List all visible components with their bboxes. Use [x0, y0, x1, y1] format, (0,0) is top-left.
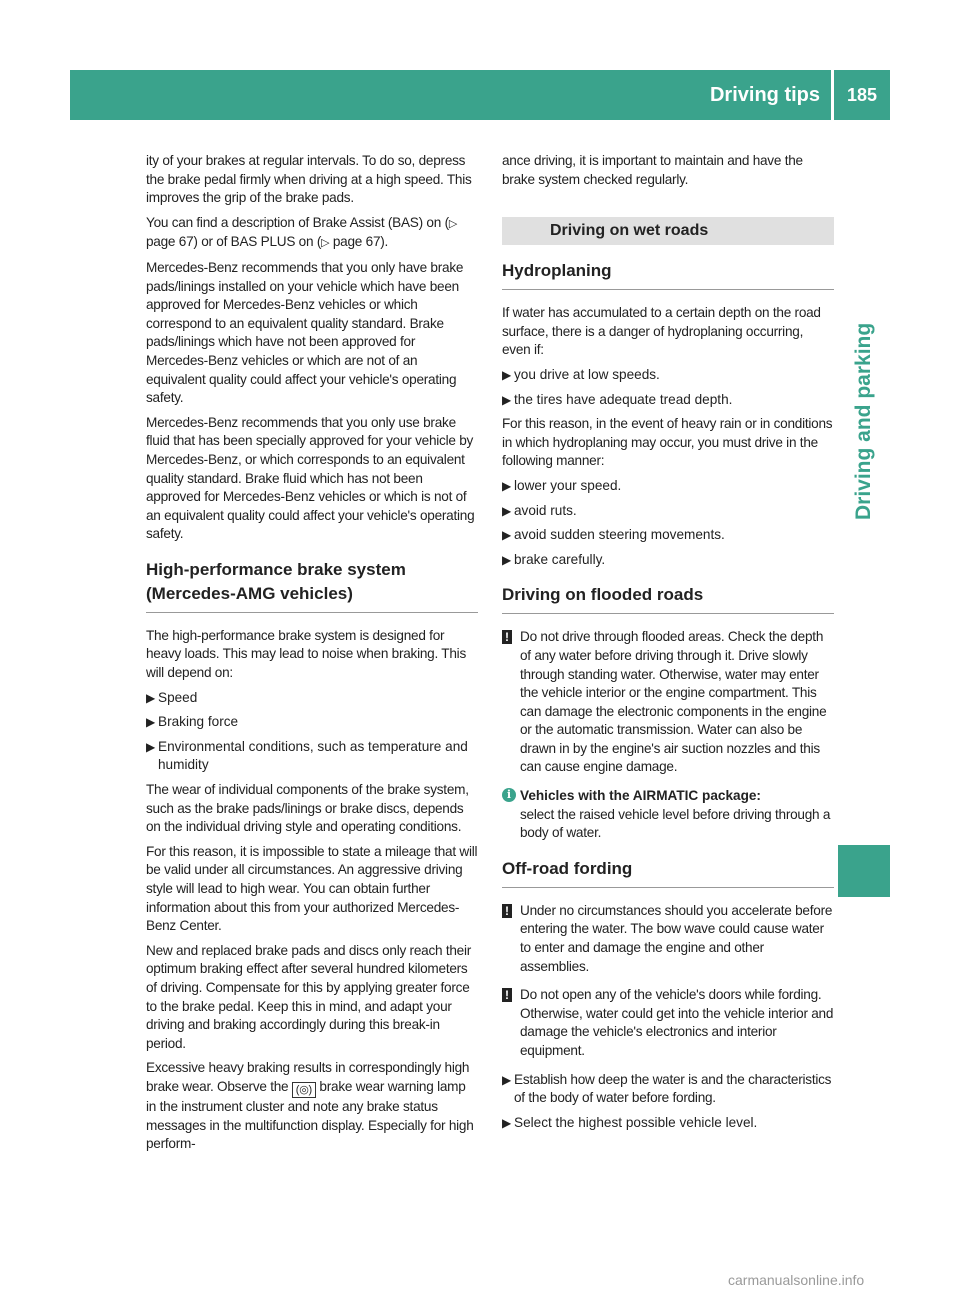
heading-rule [502, 887, 834, 888]
bullet-icon: ▶ [502, 367, 512, 382]
bullet-icon: ▶ [502, 392, 512, 407]
list-item [502, 477, 834, 496]
list-item [146, 738, 478, 775]
warning-text: Under no circumstances should you accelerate before entering the water. The bow wave could cause water to enter and damage the engine and other assemblies. [520, 902, 833, 974]
text: ) or of BAS PLUS on ( [193, 234, 322, 250]
section-heading: High-performance brake system (Mercedes-AMG vehicles) [146, 559, 406, 603]
warning-text: Do not open any of the vehicle's doors while fording. Otherwise, water could get into the vehicle interior and damage the vehicle's electronics and interior equipment. [520, 987, 834, 1058]
paragraph: Mercedes-Benz recommends that you only use brake fluid that has been specially approved for your vehicle by Mercedes-Benz, or which corresponds to an equivalent quality standard. Brake fluid which has not been approved for Mercedes-Benz vehicles or which is not of an equivalent quality could affect your vehicle's operating safety. [146, 414, 475, 542]
left-column [146, 152, 478, 1160]
page-number: 185 [846, 85, 878, 105]
list-item [146, 713, 478, 732]
paragraph: ity of your brakes at regular intervals. To do so, depress the brake pedal firmly when driving at a high speed. This improves the grip of the brake pads. [146, 153, 472, 206]
bullet-icon: ▶ [502, 478, 512, 493]
list-item-text: Environmental conditions, such as temperature and humidity [158, 738, 468, 773]
heading-rule [502, 289, 834, 290]
section-heading: Off-road fording [502, 858, 633, 878]
list-item-text: Select the highest possible vehicle level. [514, 1114, 758, 1130]
list-item [502, 1114, 834, 1133]
list-item-text: brake carefully. [514, 551, 606, 567]
list-item [502, 391, 834, 410]
warning-text: Do not drive through flooded areas. Check the depth of any water before driving through it. Drive slowly through standing water. Otherwise, water may enter the vehicle interior or the engine compartment. This can damage the electronic components in the engine or the automatic transmission. Water can also be drawn in by the engine's air suction nozzles and this can cause engine damage. [520, 629, 827, 775]
text: Excessive heavy braking results in correspondingly high brake wear. Observe the [146, 1060, 470, 1094]
page-header [70, 70, 890, 120]
list-item [146, 689, 478, 708]
paragraph: If water has accumulated to a certain depth on the road surface, there is a danger of hydroplaning occurring, even if: [502, 305, 821, 358]
list-item [502, 1071, 834, 1108]
list-item-text: Establish how deep the water is and the characteristics of the body of water before fording. [514, 1071, 832, 1106]
paragraph: The high-performance brake system is designed for heavy loads. This may lead to noise when braking. This will depend on: [146, 627, 466, 681]
right-column [502, 152, 834, 1138]
list-item-text: avoid sudden steering movements. [514, 527, 725, 543]
bullet-icon: ▶ [146, 739, 156, 754]
list-item [502, 551, 834, 570]
warning-note [502, 628, 834, 777]
bullet-icon: ▶ [502, 503, 512, 518]
bullet-icon: ▶ [502, 1072, 512, 1087]
warning-icon: ! [502, 630, 512, 644]
paragraph: For this reason, in the event of heavy rain or in conditions in which hydroplaning may occur, you must drive in the following manner: [502, 416, 833, 469]
info-note [502, 787, 834, 843]
heading-rule [502, 613, 834, 614]
text: You can find a description of Brake Assist (BAS) on ( [146, 214, 449, 230]
bullet-icon: ▶ [502, 1115, 512, 1130]
bullet-icon: ▶ [146, 715, 156, 730]
info-icon: i [502, 788, 516, 802]
warning-note [502, 902, 834, 976]
list-item [502, 526, 834, 545]
text: ). [380, 234, 389, 250]
bullet-icon: ▶ [502, 528, 512, 543]
arrow-icon: ▷ [321, 237, 330, 250]
page-reference-link[interactable]: page 67 [146, 234, 194, 250]
list-item-text: lower your speed. [514, 477, 622, 493]
warning-note [502, 986, 834, 1060]
list-item [502, 366, 834, 385]
brake-warning-lamp-icon: (◎) [292, 1082, 316, 1098]
header-title: Driving tips [709, 84, 820, 106]
page-reference-link[interactable]: page 67 [332, 234, 381, 250]
list-item-text: Braking force [158, 714, 239, 730]
watermark: carmanualsonline.info [728, 1272, 865, 1288]
info-title: Vehicles with the AIRMATIC package: [520, 788, 761, 804]
paragraph: Mercedes-Benz recommends that you only have brake pads/linings installed on your vehicle which have been approved for Mercedes-Benz vehicles or which correspond to an equivalent quality standard. Brake pads/linings which have not been approved for Mercedes-Benz vehicles or which are not of an equivalent quality could affect your vehicle's operating safety. [146, 259, 464, 406]
paragraph: ance driving, it is important to maintain and have the brake system checked regularly. [502, 153, 803, 187]
paragraph: For this reason, it is impossible to state a mileage that will be valid under all circumstances. An aggressive driving style will lead to high wear. You can obtain further information about this from your authorized Mercedes-Benz Center. [146, 843, 478, 934]
paragraph [146, 1059, 478, 1153]
warning-icon: ! [502, 988, 512, 1002]
warning-icon: ! [502, 904, 512, 918]
bullet-icon: ▶ [502, 552, 512, 567]
side-tab-marker [838, 845, 890, 897]
list-item-text: the tires have adequate tread depth. [514, 391, 733, 407]
paragraph [146, 214, 478, 253]
heading-rule [146, 612, 478, 613]
section-band: Driving on wet roads [502, 217, 834, 245]
section-heading: Hydroplaning [502, 261, 612, 281]
info-text: select the raised vehicle level before driving through a body of water. [520, 806, 831, 841]
paragraph: The wear of individual components of the brake system, such as the brake pads/linings or brake discs, depends on the individual driving style and operating conditions. [146, 782, 469, 835]
list-item-text: avoid ruts. [514, 502, 577, 518]
paragraph: New and replaced brake pads and discs only reach their optimum braking effect after several hundred kilometers of driving. Compensate for this by applying greater force to the brake pedal. Keep this in mind, and adapt your driving and braking accordingly during this break-in period. [146, 942, 472, 1051]
side-tab-label: Driving and parking [852, 322, 875, 520]
list-item-text: you drive at low speeds. [514, 366, 660, 382]
list-item [502, 502, 834, 521]
bullet-icon: ▶ [146, 690, 156, 705]
list-item-text: Speed [158, 689, 198, 705]
section-heading: Driving on flooded roads [502, 585, 704, 605]
arrow-icon: ▷ [448, 217, 458, 230]
text: brake wear warning lamp in the instrument cluster and note any brake status messages in the multifunction display. Especially for high perform- [146, 1078, 474, 1152]
